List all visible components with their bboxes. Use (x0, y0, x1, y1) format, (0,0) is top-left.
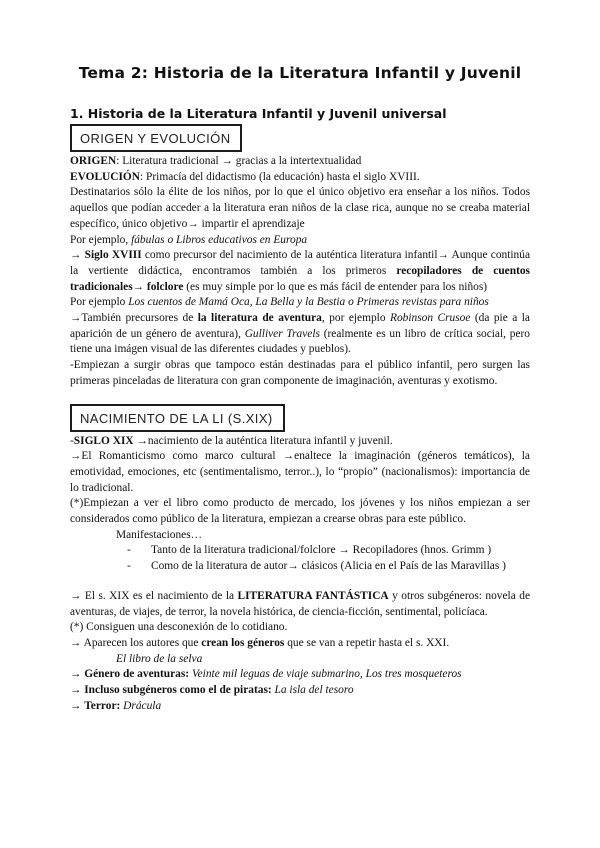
list-item-text (151, 559, 530, 575)
text-run: crean los géneros (201, 636, 285, 649)
text-run: LITERATURA FANTÁSTICA (237, 589, 389, 602)
text-run: Género de aventuras: (84, 668, 190, 681)
text-run: Terror: (84, 699, 121, 712)
spacer (70, 390, 530, 403)
text-run: Incluso subgéneros como el de piratas: (84, 684, 272, 697)
section-heading: 1. Historia de la Literatura Infantil y Juvenil universal (70, 106, 447, 121)
paragraph (70, 699, 530, 715)
text-run: La isla del tesoro (274, 684, 354, 697)
paragraph (70, 434, 530, 450)
spacer (70, 575, 530, 589)
text-run: (*)Empiezan a ver el libro como producto de mercado, los jóvenes y los niños empiezan a ser considerados como público de la literatura, empiezan a crearse obras para este público. (70, 497, 530, 526)
text-run: Manifestaciones… (116, 528, 203, 541)
text-run: que se van a repetir hasta el s. XXI. (284, 636, 450, 649)
paragraph (70, 620, 530, 636)
text-run: → (70, 684, 85, 697)
text-run: Por ejemplo, (70, 233, 132, 246)
box-origen-evolucion: ORIGEN Y EVOLUCIÓN (70, 124, 242, 152)
text-run: : Literatura tradicional → gracias a la intertextualidad (116, 155, 362, 167)
text-run: →También precursores de (70, 312, 198, 325)
paragraph (70, 652, 530, 668)
text-run: → Aparecen los autores que (70, 636, 202, 649)
paragraph (70, 295, 530, 311)
text-run: Tanto de la literatura tradicional/folclore → Recopiladores (hnos. Grimm ) (151, 544, 492, 557)
text-run: : Primacía del didactismo (la educación) hasta el siglo XVIII. (140, 170, 420, 183)
paragraph (70, 170, 530, 186)
text-run: Destinatarios sólo la élite de los niños, por lo que el único objetivo era enseñar a los niños. Todos aquellos que podían acceder a la literatura eran niños de la clase rica, aunque no se creaba material específico, único objetivo→ impartir el aprendizaje (70, 186, 530, 230)
paragraph (70, 449, 530, 496)
text-run: como precursor del nacimiento de la auténtica literatura infantil→ Aunque continúa la vertiente didáctica, encontramos también a los primeros (70, 249, 530, 277)
document-title: Tema 2: Historia de la Literatura Infantil y Juvenil (78, 64, 522, 82)
text-run: Robinson Crusoe (389, 312, 471, 325)
boxed-heading-wrap (70, 124, 530, 152)
text-run: (*) Consiguen una desconexión de lo cotidiano. (70, 621, 288, 634)
text-run: El libro de la selva (116, 652, 203, 665)
text-run: -Empiezan a surgir obras que tampoco están destinadas para el público infantil, pero surgen las primeras pinceladas de literatura con gran componente de imaginación, aventuras y exotismo. (70, 359, 530, 387)
text-run: SIGLO XIX (73, 434, 134, 447)
paragraph (70, 358, 530, 389)
text-run: la literatura de aventura (197, 312, 322, 325)
text-run: Siglo XVIII (84, 249, 142, 262)
text-run: EVOLUCIÓN (70, 170, 141, 183)
list-item (70, 543, 530, 559)
list-dash: - (127, 544, 131, 557)
list-dash: - (127, 560, 131, 573)
text-run: → (70, 668, 85, 681)
boxed-heading-wrap (70, 404, 530, 432)
text-run: Por ejemplo (70, 296, 129, 309)
text-run: , por ejemplo (321, 312, 390, 325)
paragraph (70, 683, 530, 699)
text-run: (realmente es un libro de crítica social, pero tiene una imágen visual de las diferentes ciudades y pueblos). (70, 327, 530, 356)
paragraph (70, 154, 530, 170)
paragraph (70, 636, 530, 652)
paragraph (70, 589, 530, 620)
document-body (70, 124, 530, 715)
paragraph (70, 667, 530, 683)
paragraph (70, 496, 530, 527)
paragraph (70, 248, 530, 295)
text-run: (es muy simple por lo que es más fácil de entender para los niños) (183, 280, 488, 293)
text-run: Veinte mil leguas de viaje submarino, Los tres mosqueteros (191, 668, 462, 681)
paragraph (70, 528, 530, 544)
text-run: Drácula (123, 699, 162, 712)
text-run: → (70, 249, 85, 262)
text-run: →nacimiento de la auténtica literatura infantil y juvenil. (133, 434, 393, 447)
list-item (70, 559, 530, 575)
text-run: (da pie a la aparición de un género de aventura), (70, 312, 530, 340)
text-run: recopiladores de cuentos tradicionales (70, 264, 530, 293)
text-run: → (70, 699, 85, 712)
text-run: y otros subgéneros: novela de aventuras, de viajes, de terror, la novela histórica, de ciencia-ficción, sentimental, policíaca. (70, 589, 530, 618)
text-run: Los cuentos de Mamá Oca, La Bella y la Bestia o Primeras revistas para niños (128, 296, 489, 309)
text-run: Gulliver Travels (244, 327, 320, 340)
text-run: ORIGEN (70, 155, 117, 167)
list-item-text (151, 543, 530, 559)
text-run: → (132, 280, 147, 293)
text-run: folclore (146, 280, 184, 293)
text-run: → El s. XIX es el nacimiento de la (70, 589, 238, 602)
paragraph (70, 311, 530, 358)
paragraph (70, 233, 530, 249)
box-nacimiento-li: NACIMIENTO DE LA LI (S.XIX) (70, 404, 285, 432)
paragraph (70, 185, 530, 232)
text-run: Como de la literatura de autor→ clásicos (Alicia en el País de las Maravillas ) (151, 560, 506, 573)
text-run: fábulas o Libros educativos en Europa (131, 233, 308, 246)
text-run: - (70, 434, 74, 447)
text-run: →El Romanticismo como marco cultural →enaltece la imaginación (géneros temáticos), la emotividad, emociones, etc (sentimentalismo, terror..), lo “propio” (nacionalismos): importancia de lo tradicional. (70, 450, 530, 494)
